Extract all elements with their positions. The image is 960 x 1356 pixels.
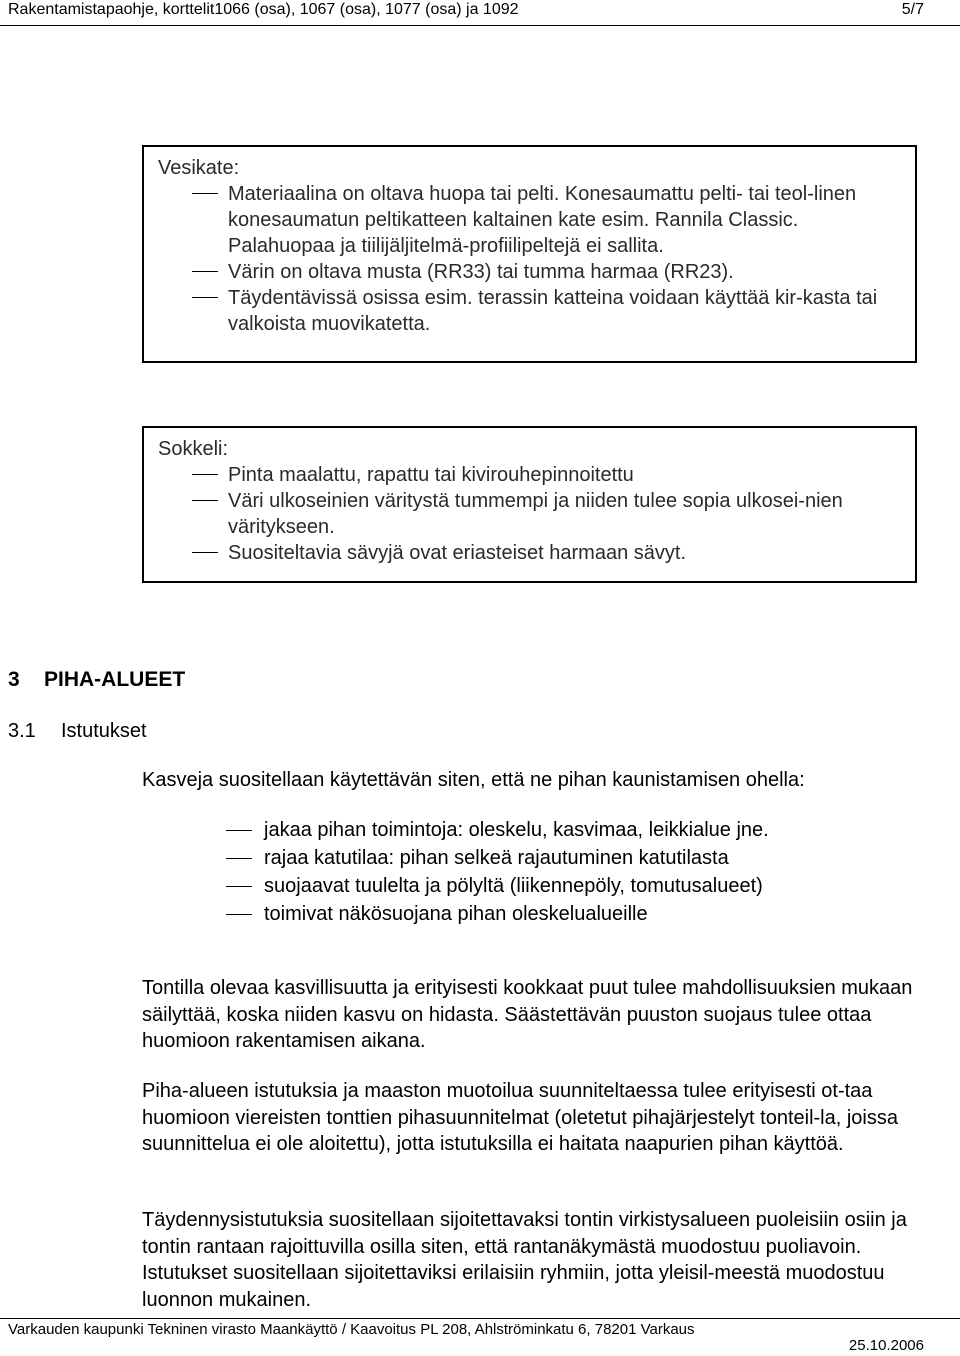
section-heading [8, 666, 185, 694]
list-item-text: toimivat näkösuojana pihan oleskelualueille [264, 903, 648, 925]
body-paragraph: Täydennysistutuksia suositellaan sijoitettavaksi tontin virkistysalueen puoleisiin osiin ja tontin rantaan rajoittuvilla osilla siten, että rantanäkymästä muodostuu puoliavoin. Istutukset suositellaan sijoitettaviksi erilaisiin ryhmiin, jotta yleisil-meestä muodostuu luonnon mukainen. [142, 1209, 907, 1311]
roof-requirements-box [142, 145, 917, 363]
list-item [192, 540, 900, 566]
section-title: PIHA-ALUEET [44, 668, 186, 691]
document-header-title: Rakentamistapaohje, korttelit1066 (osa), 1067 (osa), 1077 (osa) ja 1092 [8, 1, 519, 18]
dash-bullet-icon [192, 271, 218, 272]
list-item [226, 900, 926, 928]
list-item [192, 488, 900, 540]
dash-bullet-icon [226, 830, 252, 831]
list-item-text: Materiaalina on oltava huopa tai pelti. Konesaumattu pelti- tai teol-linen konesaumatun peltikatteen kaltainen kate esim. Rannila Classic. Palahuopaa ja tiilijäljitelmä-profiilipeltejä ei sallita. [228, 183, 857, 257]
page-number: 5/7 [901, 1, 924, 18]
list-item-text: Täydentävissä osissa esim. terassin katteina voidaan käyttää kir-kasta tai valkoista muovikatetta. [228, 287, 878, 335]
dash-bullet-icon [192, 474, 218, 475]
subsection-number: 3.1 [8, 720, 36, 742]
roof-requirements-list [192, 181, 900, 337]
header-rule [0, 25, 960, 26]
list-item-text: Suositeltavia sävyjä ovat eriasteiset harmaan sävyt. [228, 542, 686, 564]
body-paragraph: Tontilla olevaa kasvillisuutta ja erityisesti kookkaat puut tulee mahdollisuuksien mukaan säilyttää, koska niiden kasvu on hidasta. Säästettävän puuston suojaus tulee ottaa huomioon rakentamisen aikana. [142, 977, 913, 1052]
list-item [192, 285, 900, 337]
footer-address: Varkauden kaupunki Tekninen virasto Maankäyttö / Kaavoitus PL 208, Ahlströminkatu 6, 78201 Varkaus [8, 1321, 695, 1338]
footer-date: 25.10.2006 [848, 1337, 924, 1354]
list-item [192, 462, 900, 488]
planting-benefits-list [226, 816, 926, 928]
dash-bullet-icon [192, 500, 218, 501]
list-item [226, 844, 926, 872]
intro-paragraph: Kasveja suositellaan käytettävän siten, että ne pihan kaunistamisen ohella: [142, 769, 805, 791]
dash-bullet-icon [192, 552, 218, 553]
subsection-heading [8, 718, 147, 744]
plinth-requirements-list [192, 462, 900, 566]
dash-bullet-icon [226, 914, 252, 915]
section-number: 3 [8, 668, 20, 691]
list-item-text: Väri ulkoseinien väritystä tummempi ja niiden tulee sopia ulkosei-nien väritykseen. [228, 490, 843, 538]
list-item [192, 181, 900, 259]
dash-bullet-icon [192, 297, 218, 298]
dash-bullet-icon [226, 886, 252, 887]
subsection-title: Istutukset [61, 720, 147, 742]
list-item [226, 816, 926, 844]
dash-bullet-icon [192, 193, 218, 194]
list-item-text: Värin on oltava musta (RR33) tai tumma harmaa (RR23). [228, 261, 734, 283]
list-item-text: rajaa katutilaa: pihan selkeä rajautuminen katutilasta [264, 847, 729, 869]
roof-box-title: Vesikate: [158, 157, 240, 179]
list-item-text: jakaa pihan toimintoja: oleskelu, kasvimaa, leikkialue jne. [264, 819, 769, 841]
list-item [192, 259, 900, 285]
plinth-requirements-box [142, 426, 917, 583]
body-paragraph: Piha-alueen istutuksia ja maaston muotoilua suunniteltaessa tulee erityisesti ot-taa huomioon viereisten tonttien pihasuunnitelmat (oletetut pihajärjestelyt tonteil-la, joissa suunnittelua ei ole aloitettu), jotta istutuksilla ei haitata naapurien pihan käyttöä. [142, 1080, 898, 1155]
list-item [226, 872, 926, 900]
plinth-box-title: Sokkeli: [158, 438, 229, 460]
list-item-text: Pinta maalattu, rapattu tai kivirouhepinnoitettu [228, 464, 634, 486]
dash-bullet-icon [226, 858, 252, 859]
list-item-text: suojaavat tuulelta ja pölyltä (liikennepöly, tomutusalueet) [264, 875, 763, 897]
footer-rule [0, 1318, 960, 1319]
